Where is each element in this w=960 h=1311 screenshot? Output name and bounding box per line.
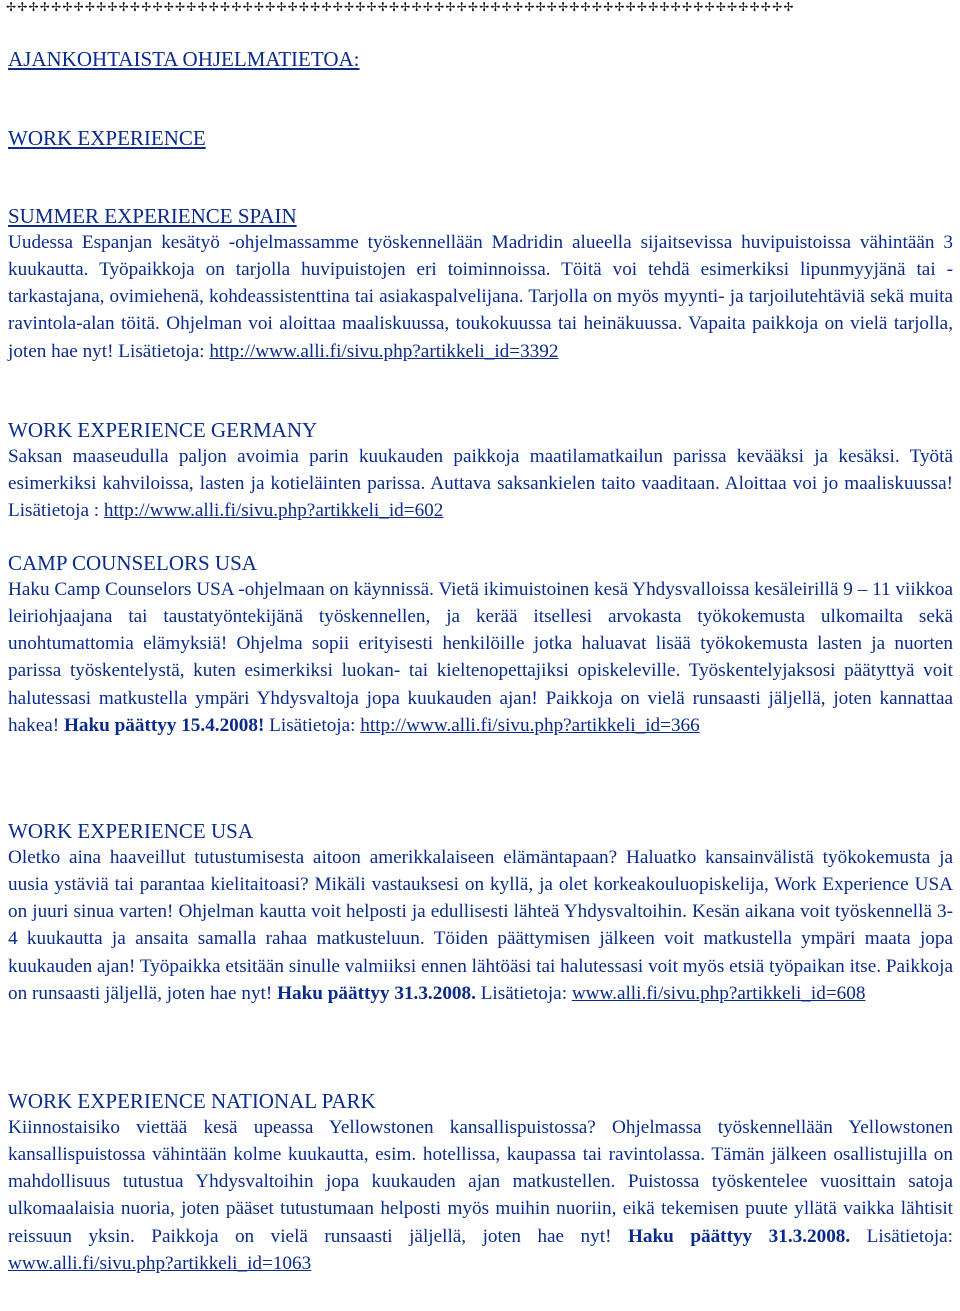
ornament-star-icon: ✢ bbox=[636, 0, 649, 14]
ornament-star-icon: ✢ bbox=[580, 0, 592, 14]
ornament-star-icon: ✢ bbox=[73, 0, 85, 14]
ornament-star-icon: ✢ bbox=[17, 0, 29, 14]
ornament-star-icon: ✢ bbox=[535, 0, 547, 14]
ornament-star-icon: ✢ bbox=[760, 0, 773, 14]
ornament-star-icon: ✢ bbox=[355, 0, 367, 14]
ornament-star-icon: ✢ bbox=[501, 0, 513, 14]
ornament-star-icon: ✢ bbox=[377, 0, 390, 14]
ornament-star-icon: ✢ bbox=[276, 0, 288, 14]
ornament-star-icon: ✢ bbox=[366, 0, 378, 14]
ornament-star-icon: ✢ bbox=[152, 0, 164, 14]
ornament-star-icon: ✢ bbox=[107, 0, 119, 14]
ornament-star-icon: ✢ bbox=[603, 0, 615, 14]
ornament-star-icon: ✢ bbox=[197, 0, 209, 14]
germany-link[interactable]: http://www.alli.fi/sivu.php?artikkeli_id=602 bbox=[103, 500, 444, 522]
ornament-star-icon: ✢ bbox=[129, 0, 142, 14]
usa-link[interactable]: www.alli.fi/sivu.php?artikkeli_id=608 bbox=[571, 982, 866, 1004]
ornament-star-border bbox=[6, 0, 954, 14]
ornament-star-icon: ✢ bbox=[558, 0, 570, 14]
ornament-star-icon: ✢ bbox=[208, 0, 221, 14]
ornament-star-icon: ✢ bbox=[220, 0, 232, 14]
germany-text: Saksan maaseudulla paljon avoimia parin kuukauden paikkoja maatilamatkailun parissa kevääksi ja kesäksi. Työtä esimerkiksi kahviloissa, lasten ja kotieläinten parissa. Auttava saksankielen taito vaaditaan. Aloittaa voi jo maaliskuussa! Lisätietoja : bbox=[8, 446, 953, 522]
ornament-star-icon: ✢ bbox=[659, 0, 671, 14]
camp-text: Haku Camp Counselors USA -ohjelmaan on käynnissä. Vietä ikimuistoinen kesä Yhdysvalloissa kesäleirillä 9 – 11 viikkoa leiriohjaajana tai taustatyöntekijänä työskennellen, ja kerää itsellesi arvokasta työkokemusta ulkomailta sekä unohtumattomia elämyksiä! Ohjelma sopii erityisesti henkilöille jotka haluavat lisää työkokemusta lasten ja nuorten parissa työskentelystä, kuten esimerkiksi luokan- tai kieltenopettajiksi opiskeleville. Työskentelyjaksosi päätyttyä voit halutessasi matkustella ympäri Yhdysvaltoja jopa kuukauden ajan! Paikkoja on vielä runsaasti jäljellä, joten kannattaa hakea! bbox=[8, 579, 953, 736]
ornament-star-icon: ✢ bbox=[39, 0, 52, 14]
park-description bbox=[8, 1114, 953, 1277]
ornament-star-icon: ✢ bbox=[681, 0, 694, 14]
spain-title: SUMMER EXPERIENCE SPAIN bbox=[8, 204, 297, 228]
park-title: WORK EXPERIENCE NATIONAL PARK bbox=[8, 1089, 376, 1113]
ornament-star-icon: ✢ bbox=[704, 0, 716, 14]
ornament-star-icon: ✢ bbox=[28, 0, 40, 14]
usa-deadline: Haku päättyy 31.3.2008. bbox=[277, 982, 476, 1004]
ornament-star-icon: ✢ bbox=[625, 0, 637, 14]
ornament-star-icon: ✢ bbox=[490, 0, 502, 14]
ornament-star-icon: ✢ bbox=[772, 0, 784, 14]
ornament-star-icon: ✢ bbox=[343, 0, 356, 14]
ornament-star-icon: ✢ bbox=[141, 0, 153, 14]
ornament-star-icon: ✢ bbox=[84, 0, 97, 14]
ornament-star-icon: ✢ bbox=[298, 0, 311, 14]
germany-title: WORK EXPERIENCE GERMANY bbox=[8, 418, 318, 442]
ornament-star-icon: ✢ bbox=[321, 0, 333, 14]
usa-title: WORK EXPERIENCE USA bbox=[8, 819, 253, 843]
ornament-star-icon: ✢ bbox=[389, 0, 401, 14]
ornament-star-icon: ✢ bbox=[310, 0, 322, 14]
camp-title: CAMP COUNSELORS USA bbox=[8, 551, 257, 575]
camp-link[interactable]: http://www.alli.fi/sivu.php?artikkeli_id=366 bbox=[360, 714, 700, 736]
camp-more-label: Lisätietoja: bbox=[264, 714, 361, 736]
spain-text: Uudessa Espanjan kesätyö -ohjelmassamme työskennellään Madridin alueella sijaitsevissa huvipuistoissa vähintään 3 kuukautta. Työpaikkoja on tarjolla huvipuistojen eri toiminnoissa. Töitä voi tehdä esimerkiksi lipunmyyjänä tai -tarkastajana, ovimiehenä, kohdeassistenttina tai asiakaspalvelijana. Tarjolla on myös myynti- ja tarjoilutehtäviä sekä muita ravintola-alan töitä. Ohjelman voi aloittaa maaliskuussa, toukokuussa tai heinäkuussa. Vapaita paikkoja on vielä tarjolla, joten hae nyt! Lisätietoja: bbox=[8, 232, 953, 362]
page-title: AJANKOHTAISTA OHJELMATIETOA: bbox=[8, 47, 360, 71]
ornament-star-icon: ✢ bbox=[591, 0, 604, 14]
ornament-star-icon: ✢ bbox=[287, 0, 299, 14]
ornament-star-icon: ✢ bbox=[253, 0, 266, 14]
ornament-star-icon: ✢ bbox=[174, 0, 187, 14]
germany-description bbox=[8, 443, 953, 524]
ornament-star-icon: ✢ bbox=[231, 0, 243, 14]
ornament-star-icon: ✢ bbox=[512, 0, 525, 14]
ornament-star-icon: ✢ bbox=[445, 0, 457, 14]
ornament-star-icon: ✢ bbox=[727, 0, 739, 14]
ornament-star-icon: ✢ bbox=[749, 0, 761, 14]
ornament-star-icon: ✢ bbox=[648, 0, 660, 14]
spain-description bbox=[8, 229, 953, 365]
camp-description bbox=[8, 576, 953, 739]
ornament-star-icon: ✢ bbox=[118, 0, 130, 14]
ornament-star-icon: ✢ bbox=[546, 0, 559, 14]
ornament-star-icon: ✢ bbox=[479, 0, 491, 14]
park-deadline: Haku päättyy 31.3.2008. bbox=[627, 1225, 851, 1247]
camp-deadline: Haku päättyy 15.4.2008! bbox=[63, 714, 265, 736]
ornament-star-icon: ✢ bbox=[265, 0, 277, 14]
ornament-star-icon: ✢ bbox=[96, 0, 108, 14]
usa-more-label: Lisätietoja: bbox=[475, 982, 572, 1004]
ornament-star-icon: ✢ bbox=[411, 0, 423, 14]
ornament-star-icon: ✢ bbox=[738, 0, 750, 14]
ornament-star-icon: ✢ bbox=[186, 0, 198, 14]
ornament-star-icon: ✢ bbox=[51, 0, 63, 14]
usa-description bbox=[8, 844, 953, 1007]
ornament-star-icon: ✢ bbox=[614, 0, 626, 14]
ornament-star-icon: ✢ bbox=[422, 0, 435, 14]
ornament-star-icon: ✢ bbox=[569, 0, 581, 14]
ornament-star-icon: ✢ bbox=[715, 0, 727, 14]
ornament-star-icon: ✢ bbox=[467, 0, 480, 14]
ornament-star-icon: ✢ bbox=[524, 0, 536, 14]
ornament-star-icon: ✢ bbox=[783, 0, 795, 14]
ornament-star-icon: ✢ bbox=[670, 0, 682, 14]
ornament-star-icon: ✢ bbox=[6, 0, 18, 14]
usa-text: Oletko aina haaveillut tutustumisesta aitoon amerikkalaiseen elämäntapaan? Haluatko kansainvälistä työkokemusta ja uusia ystäviä tai parantaa kielitaitoasi? Mikäli vastauksesi on kyllä, ja olet korkeakouluopiskelija, Work Experience USA on juuri sinua varten! Ohjelman kautta voit helposti ja edullisesti lähteä Yhdysvaltoihin. Kesän aikana voit työskennellä 3- 4 kuukautta ja ansaita samalla rahaa matkusteluun. Töiden päättymisen jälkeen voit matkustella ympäri maata jopa kuukauden ajan! Työpaikka etsitään sinulle valmiiksi ennen lähtöäsi tai halutessasi voit myös etsiä työpaikan itse. Paikkoja on runsaasti jäljellä, joten hae nyt! bbox=[8, 847, 953, 1004]
ornament-star-icon: ✢ bbox=[163, 0, 175, 14]
park-link[interactable]: www.alli.fi/sivu.php?artikkeli_id=1063 bbox=[8, 1252, 312, 1274]
ornament-star-icon: ✢ bbox=[242, 0, 254, 14]
ornament-star-icon: ✢ bbox=[332, 0, 344, 14]
spain-link[interactable]: http://www.alli.fi/sivu.php?artikkeli_id=3392 bbox=[209, 340, 559, 362]
section-heading-work-experience: WORK EXPERIENCE bbox=[8, 126, 206, 150]
ornament-star-icon: ✢ bbox=[693, 0, 705, 14]
park-more-label: Lisätietoja: bbox=[850, 1225, 953, 1247]
ornament-star-icon: ✢ bbox=[400, 0, 412, 14]
ornament-star-icon: ✢ bbox=[456, 0, 468, 14]
park-text: Kiinnostaisiko viettää kesä upeassa Yellowstonen kansallispuistossa? Ohjelmassa työskennellään Yellowstonen kansallispuistossa vähintään kolme kuukautta, esim. hotellissa, kaupassa tai ravintolassa. Tämän jälkeen osallistujilla on mahdollisuus tutustua Yhdysvaltoihin jopa kuukauden ajan matkustellen. Puistossa työskentelee vuosittain satoja ulkomaalaisia nuoria, joten pääset tutustumaan helposti myös muihin nuoriin, eikä tekemisen puute yllätä vaikka lähtisit reissuun yksin. Paikkoja on vielä runsaasti jäljellä, joten hae nyt! bbox=[8, 1117, 953, 1247]
ornament-star-icon: ✢ bbox=[62, 0, 74, 14]
ornament-star-icon: ✢ bbox=[434, 0, 446, 14]
